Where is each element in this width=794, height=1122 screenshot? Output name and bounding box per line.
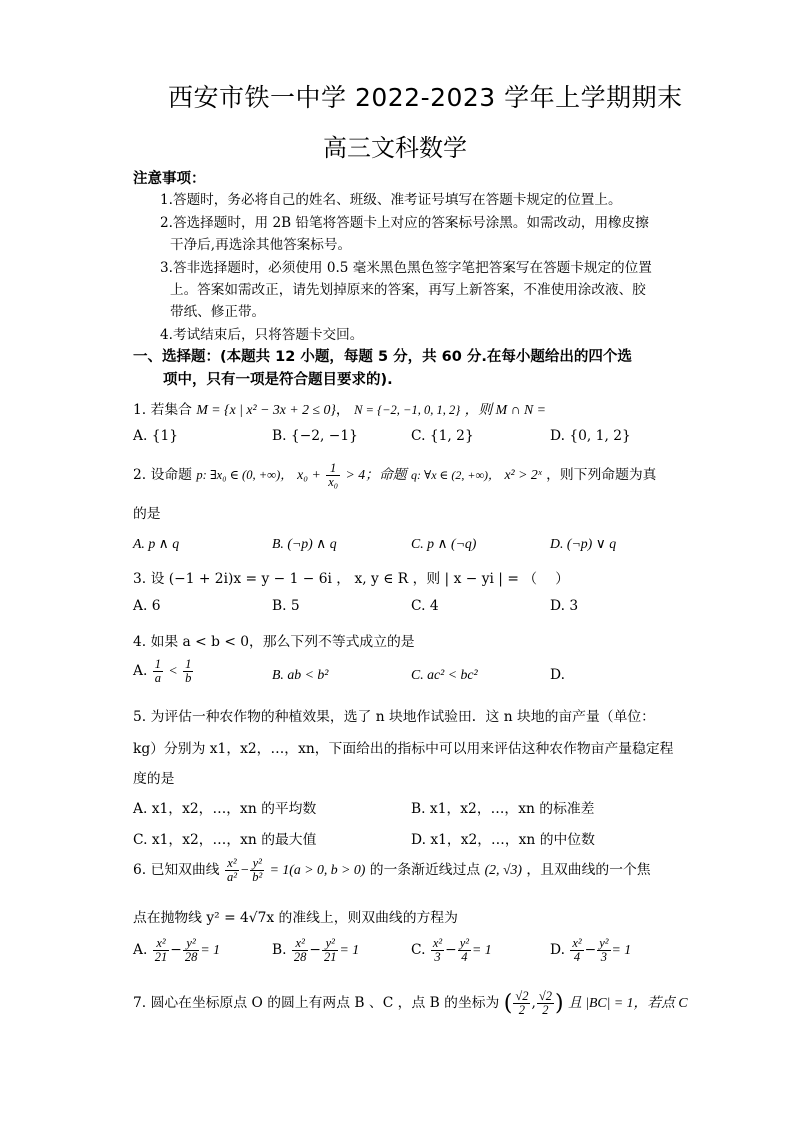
inequality-right: > 4；命题 — [345, 467, 407, 483]
option-b: B. 5 — [272, 598, 300, 614]
question-text: 为评估一种农作物的种植效果，选了 n 块地作试验田．这 n 块地的亩产量（单位： — [150, 709, 655, 725]
question-number: 7. — [133, 995, 147, 1012]
question-number: 2. — [133, 467, 147, 484]
notice-item: 带纸、修正带。 — [170, 304, 266, 320]
option-c: C. ac² < bc² — [411, 667, 478, 682]
question-3 — [133, 567, 569, 587]
proposition-p: p: ∃x₀ ∈ (0, +∞)， — [196, 468, 293, 483]
option-d: D. x1，x2，…，xn 的中位数 — [411, 832, 595, 848]
question-text-cont: 度的是 — [133, 771, 175, 787]
question-1: 1. 若集合 M = {x | x² − 3x + 2 ≤ 0}， N = {−2, −1, 0, 1, 2} ，则 M ∩ N = — [133, 402, 546, 418]
q-inequality: x² > 2ˣ — [504, 467, 542, 483]
question-number: 3. — [133, 571, 147, 587]
notice-heading: 注意事项： — [133, 171, 206, 187]
option-b: B. (¬p) ∧ q — [272, 536, 337, 551]
question-6: 6. 已知双曲线 $\frac{\text{x²}}{\text{a²}}$ − $\frac{\text{y²}}{\text{b²}}$ = 1(a > 0, b > 0) 的一条渐近线过点 (2, √3) ，且双曲线的一个焦 — [133, 856, 651, 885]
question-4 — [133, 630, 415, 650]
notice-item: 2.答选择题时，用 2B 铅笔将答题卡上对应的答案标号涂黑。如需改动，用橡皮擦 — [160, 215, 649, 231]
question-5 — [133, 705, 655, 725]
question-text: 圆心在坐标原点 O 的圆上有两点 B 、C ，点 B 的坐标为 — [150, 995, 500, 1012]
question-text: 已知双曲线 — [150, 862, 220, 879]
option-d: D. {0, 1, 2} — [550, 428, 631, 444]
option-b: B. {−2, −1} — [272, 428, 358, 444]
option-d: D. — [550, 667, 565, 683]
page-title: 西安市铁一中学 2022-2023 学年上学期期末 — [168, 83, 683, 112]
option-c: C. $\frac{\text{x²}}{3}$ − $\frac{\text{y²}}{4}$ = 1 — [411, 936, 492, 965]
point: (2, √3) — [484, 862, 523, 878]
section-heading: 项中，只有一项是符合题目要求的). — [163, 372, 393, 388]
option-a: A. x1，x2，…，xn 的平均数 — [133, 801, 317, 817]
question-number: 6. — [133, 862, 147, 879]
notice-item: 上。答案如需改正，请先划掉原来的答案，再写上新答案，不准使用涂改液、胶 — [170, 282, 646, 298]
set-m: M = {x | x² − 3x + 2 ≤ 0} — [196, 402, 336, 417]
proposition-q: q: ∀x ∈ (2, +∞)， — [410, 468, 501, 483]
inequality-left: x₀ + — [297, 467, 321, 483]
option-b: B. ab < b² — [272, 667, 329, 682]
option-d: D. $\frac{\text{x²}}{4}$ − $\frac{\text{y²}}{3}$ = 1 — [550, 936, 632, 965]
question-2 — [133, 462, 656, 489]
question-text: ，则下列命题为真 — [546, 467, 657, 484]
option-a: A. {1} — [133, 428, 179, 444]
question-text: 如果 a < b < 0，那么下列不等式成立的是 — [150, 634, 415, 650]
question-number: 1. — [133, 402, 147, 418]
option-b: B. $\frac{\text{x²}}{28}$ − $\frac{\text{y²}}{21}$ = 1 — [272, 936, 360, 965]
notice-item: 3.答非选择题时，必须使用 0.5 毫米黑色黑色签字笔把答案写在答题卡规定的位置 — [160, 260, 652, 276]
option-b: B. x1，x2，…，xn 的标准差 — [411, 801, 595, 817]
question-text-cont: 的是 — [133, 506, 161, 522]
option-a: A. 6 — [133, 598, 161, 614]
question-text: 若集合 — [150, 402, 192, 418]
notice-item: 干净后,再选涂其他答案标号。 — [170, 237, 352, 253]
question-text: 设 (−1 + 2i)x = y − 1 − 6i ， x, y ∈ R ，则 | x − yi | = （ ） — [150, 571, 570, 587]
option-a: A. p ∧ q — [133, 536, 180, 551]
question-number: 5. — [133, 709, 147, 725]
question-text: 设命题 — [150, 467, 192, 484]
option-d: D. 3 — [550, 598, 579, 614]
page-subtitle: 高三文科数学 — [323, 134, 467, 162]
fraction: $\frac{1}{\text{x₀}}$ — [328, 461, 339, 490]
option-c: C. 4 — [411, 598, 439, 614]
question-text-cont: kg）分别为 x1，x2，…，xn，下面给出的指标中可以用来评估这种农作物亩产量稳定程 — [133, 741, 674, 757]
option-a: A. $\frac{1}{a}$ < $\frac{1}{b}$ — [133, 657, 192, 686]
question-ask: ，则 M ∩ N = — [464, 402, 546, 417]
option-c: C. {1, 2} — [411, 428, 474, 444]
notice-item: 4.考试结束后，只将答题卡交回。 — [160, 327, 364, 343]
option-c: C. x1，x2，…，xn 的最大值 — [133, 832, 317, 848]
question-text-cont: 点在抛物线 y² = 4√7x 的准线上，则双曲线的方程为 — [133, 910, 458, 926]
set-n: N = {−2, −1, 0, 1, 2} — [354, 403, 461, 417]
notice-item: 1.答题时，务必将自己的姓名、班级、准考证号填写在答题卡规定的位置上。 — [160, 192, 622, 208]
option-a: A. $\frac{\text{x²}}{21}$ − $\frac{\text{y²}}{28}$ = 1 — [133, 936, 220, 965]
option-c: C. p ∧ (¬q) — [411, 536, 477, 551]
question-number: 4. — [133, 634, 147, 650]
section-heading: 一、选择题：(本题共 12 小题，每题 5 分，共 60 分.在每小题给出的四个选 — [133, 349, 632, 365]
question-7: 7. 圆心在坐标原点 O 的圆上有两点 B 、C ，点 B 的坐标为 ( $\frac{√2}{2}$ , $\frac{√2}{2}$ ) 且 |BC| = 1，若点 C — [133, 989, 688, 1018]
option-d: D. (¬p) ∨ q — [550, 536, 617, 551]
